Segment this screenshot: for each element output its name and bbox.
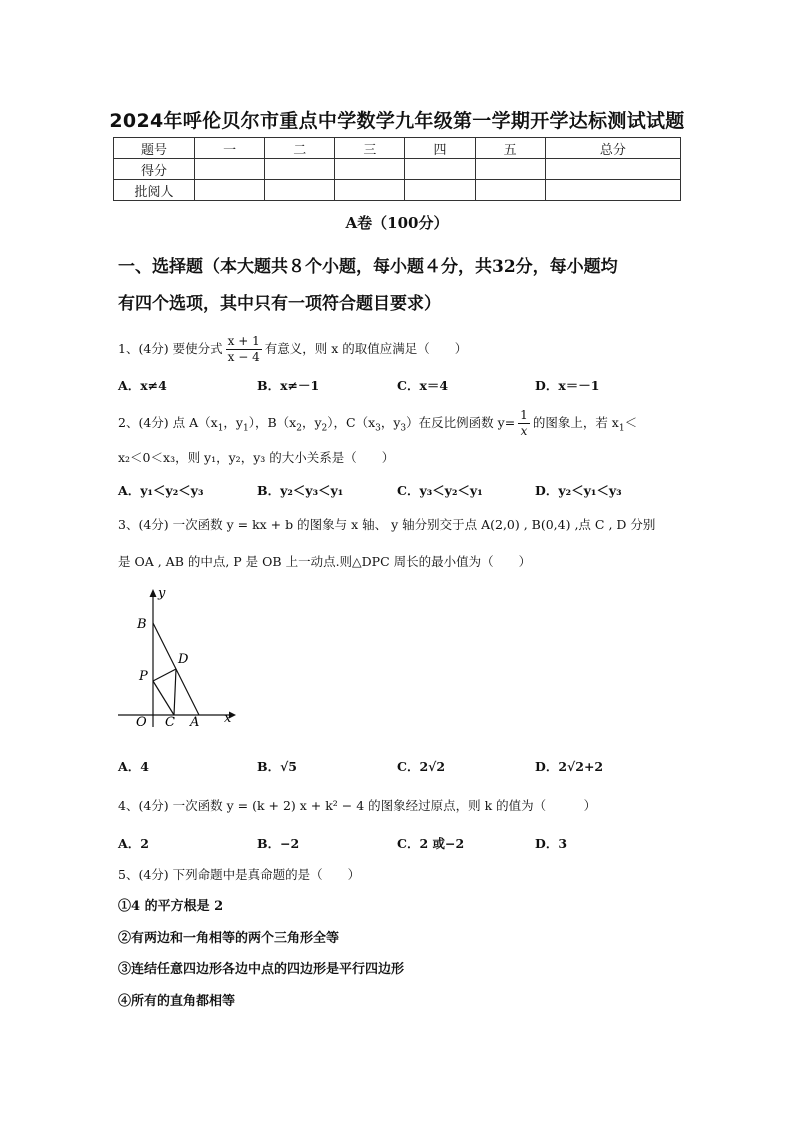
q4-options — [118, 834, 688, 854]
table-cell — [545, 180, 680, 201]
q3-options — [118, 757, 688, 777]
segment-dc — [174, 669, 176, 715]
table-cell: 四 — [405, 138, 475, 159]
statement-3: ③连结任意四边形各边中点的四边形是平行四边形 — [118, 962, 405, 977]
option-b: B．x≠－1 — [257, 378, 320, 393]
q1-options — [118, 376, 688, 396]
y-axis-arrow — [150, 589, 157, 597]
q1-prefix: 1、(4分) 要使分式 — [118, 341, 223, 356]
question-2-line1 — [118, 408, 688, 439]
table-cell — [265, 180, 335, 201]
option-a: A．4 — [118, 759, 149, 774]
subscript: 3 — [400, 423, 407, 434]
q2-text: ，y — [223, 415, 243, 430]
q2-text: ，y — [380, 415, 401, 430]
question-3-line1: 3、(4分) 一次函数 y = kx + b 的图象与 x 轴、 y 轴分别交于点 A(2,0) , B(0,4) ,点 C , D 分别 — [118, 517, 656, 532]
table-cell: 题号 — [114, 138, 195, 159]
label-p: P — [139, 669, 148, 684]
option-c: C．2 或−2 — [397, 836, 465, 851]
option-d: D．x＝－1 — [535, 378, 600, 393]
table-cell — [265, 159, 335, 180]
reviewer-row — [114, 180, 681, 201]
score-row — [114, 159, 681, 180]
segment-pd — [153, 669, 176, 681]
q2-text: ），B（x — [248, 415, 297, 430]
option-a: A．x≠4 — [118, 378, 167, 393]
option-a: A．2 — [118, 836, 149, 851]
table-cell — [195, 180, 265, 201]
q1-suffix: 有意义，则 x 的取值应满足（ ） — [264, 341, 468, 356]
part1-heading-line2: 有四个选项，其中只有一项符合题目要求） — [118, 294, 441, 314]
table-cell — [475, 180, 545, 201]
statement-4: ④所有的直角都相等 — [118, 994, 236, 1009]
table-cell: 二 — [265, 138, 335, 159]
subscript: 2 — [321, 423, 328, 434]
subscript: 1 — [618, 423, 625, 434]
option-c: C．x＝4 — [397, 378, 449, 393]
question-3-line2: 是 OA , AB 的中点, P 是 OB 上一动点.则△DPC 周长的最小值为（ ） — [118, 554, 532, 569]
label-y: y — [158, 586, 166, 601]
q2-text: 的图象上，若 x — [532, 415, 619, 430]
part1-heading-line1: 一、选择题（本大题共８个小题，每小题４分，共32分，每小题均 — [118, 257, 618, 277]
table-cell: 批阅人 — [114, 180, 195, 201]
exam-title: 2024年呼伦贝尔市重点中学数学九年级第一学期开学达标测试试题 — [109, 110, 685, 132]
score-table — [113, 137, 681, 201]
option-d: D．y₂＜y₁＜y₃ — [535, 483, 622, 498]
section-a-heading: A卷（100分） — [345, 214, 449, 232]
question-2-line2: x₂＜0＜x₃，则 y₁，y₂，y₃ 的大小关系是（ ） — [118, 450, 395, 465]
q2-text: ，y — [301, 415, 322, 430]
fraction-denominator: x — [520, 424, 528, 438]
option-c: C．2√2 — [397, 759, 446, 774]
label-c: C — [165, 715, 175, 730]
table-cell — [195, 159, 265, 180]
label-b: B — [137, 617, 147, 632]
subscript: 3 — [375, 423, 381, 434]
q2-fraction — [518, 408, 530, 439]
option-b: B．y₂＜y₃＜y₁ — [257, 483, 344, 498]
q2-text: ），C（x — [327, 415, 376, 430]
q2-options — [118, 481, 688, 501]
fraction-numerator: 1 — [520, 408, 528, 422]
table-cell: 三 — [335, 138, 405, 159]
option-c: C．y₃＜y₂＜y₁ — [397, 483, 483, 498]
score-table-header-row — [114, 138, 681, 159]
table-cell: 五 — [475, 138, 545, 159]
label-d: D — [178, 652, 189, 667]
option-b: B．−2 — [257, 836, 300, 851]
question-1 — [118, 334, 688, 365]
q2-text: ）在反比例函数 y= — [406, 415, 516, 430]
q2-text: ＜ — [624, 415, 638, 430]
option-b: B．√5 — [257, 759, 297, 774]
q3-coordinate-graph — [112, 585, 242, 730]
table-cell — [335, 159, 405, 180]
subscript: 2 — [296, 423, 302, 434]
fraction-denominator: x − 4 — [227, 350, 260, 364]
table-cell: 总分 — [545, 138, 680, 159]
table-cell — [405, 159, 475, 180]
q1-fraction — [226, 334, 262, 365]
q2-text: 2、(4分) 点 A（x — [118, 415, 218, 430]
fraction-numerator: x + 1 — [227, 334, 260, 348]
statement-2: ②有两边和一角相等的两个三角形全等 — [118, 931, 340, 946]
question-4: 4、(4分) 一次函数 y = (k + 2) x + k² − 4 的图象经过原点，则 k 的值为（ ） — [118, 798, 597, 813]
table-cell: 得分 — [114, 159, 195, 180]
label-x: x — [224, 711, 232, 726]
table-cell — [405, 180, 475, 201]
option-d: D．2√2+2 — [535, 759, 604, 774]
segment-pc — [153, 681, 174, 715]
label-a: A — [190, 715, 200, 730]
subscript: 1 — [242, 423, 249, 434]
table-cell — [545, 159, 680, 180]
option-d: D．3 — [535, 836, 568, 851]
question-5: 5、(4分) 下列命题中是真命题的是（ ） — [118, 867, 361, 882]
statement-1: ①4 的平方根是 2 — [118, 899, 224, 914]
table-cell: 一 — [195, 138, 265, 159]
subscript: 1 — [217, 423, 224, 434]
table-cell — [475, 159, 545, 180]
option-a: A．y₁＜y₂＜y₃ — [118, 483, 204, 498]
table-cell — [335, 180, 405, 201]
label-o: O — [136, 715, 147, 730]
